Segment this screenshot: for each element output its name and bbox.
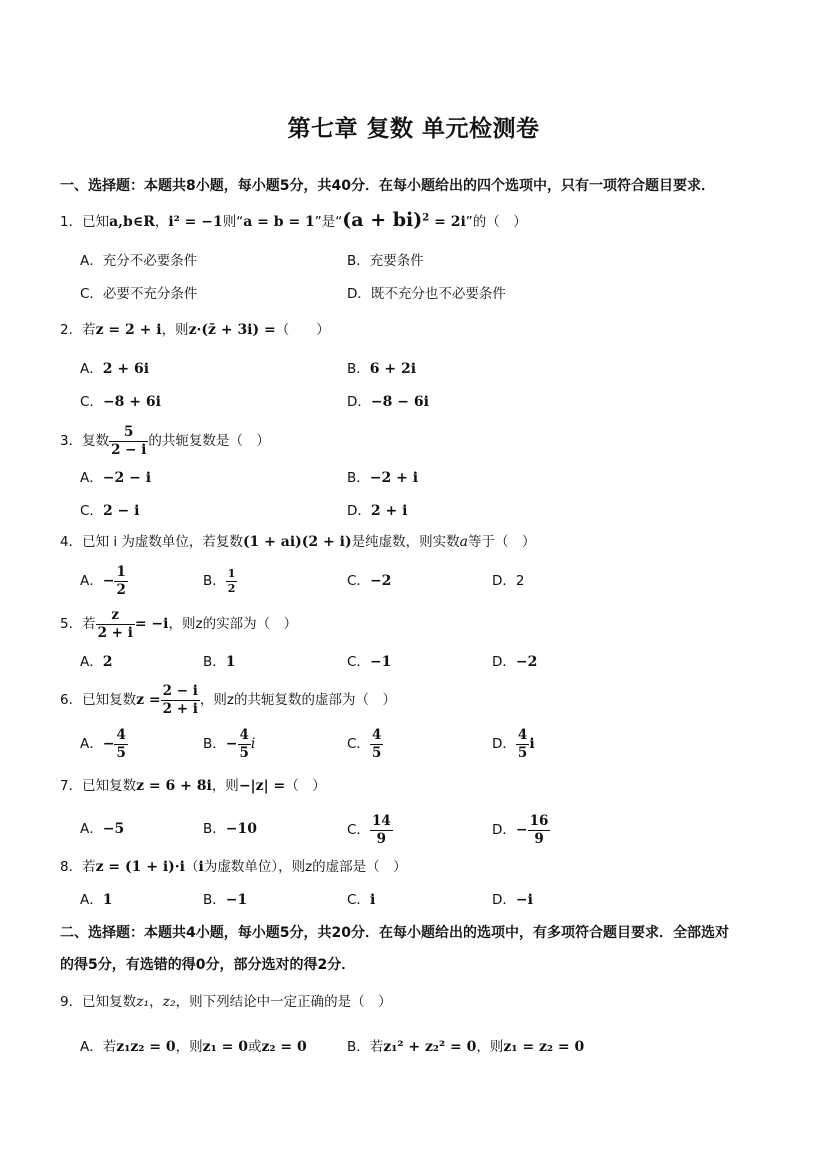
option-b	[203, 648, 236, 676]
option-label: D．	[492, 654, 516, 670]
math-expression: = −i	[134, 616, 169, 632]
fraction	[161, 684, 200, 715]
option-b	[203, 725, 255, 763]
option-label: B．	[347, 470, 370, 486]
question-8	[60, 853, 407, 881]
option-c	[347, 886, 375, 914]
fraction	[516, 728, 529, 759]
question-text: 若	[82, 616, 96, 632]
math-expression: a = b = 1	[243, 214, 315, 230]
question-number: 2．	[60, 322, 83, 338]
option-value: 2 − i	[102, 503, 140, 519]
option-c	[347, 725, 383, 763]
option-d	[347, 497, 407, 525]
question-text: 等于（ ）	[467, 534, 536, 550]
question-text: （	[185, 859, 199, 875]
question-number: 3．	[60, 433, 83, 449]
option-value: 2 + i	[370, 503, 408, 519]
fraction-denominator: 2 + i	[97, 624, 133, 641]
option-value: −2	[515, 654, 538, 670]
fraction-numerator: 16	[529, 813, 549, 830]
option-a	[80, 464, 151, 492]
option-label: D．	[347, 394, 371, 410]
question-1	[60, 208, 527, 236]
option-label: D．	[492, 822, 516, 838]
question-2	[60, 316, 330, 344]
question-number: 6．	[60, 692, 83, 708]
option-a	[80, 648, 113, 676]
fraction-numerator: z	[96, 608, 135, 624]
math-sign: −	[515, 822, 528, 838]
option-value: −i	[515, 892, 533, 908]
fraction-denominator: 2 − i	[111, 441, 147, 458]
question-5	[60, 606, 297, 642]
option-value: 1	[102, 892, 113, 908]
option-b	[203, 815, 257, 843]
math-variable: a	[459, 534, 468, 550]
option-label: B．	[347, 361, 370, 377]
math-expression: z = 6 + 8i	[136, 778, 212, 794]
question-text: 已知	[82, 214, 110, 230]
fraction-numerator: 14	[371, 813, 391, 830]
math-expression: z·(z̄ + 3i) =	[188, 322, 276, 338]
section-2-header-line-1: 二、选择题：本题共4小题，每小题5分，共20分．在每小题给出的选项中，有多项符合题目要求．全部选对	[60, 925, 729, 941]
question-text: 若	[82, 322, 96, 338]
option-a	[80, 355, 149, 383]
option-value: −2 − i	[102, 470, 152, 486]
math-expression: z₁ = 0	[202, 1039, 248, 1055]
fraction	[114, 565, 127, 596]
math-sign: −	[102, 736, 115, 752]
math-variable: z₂	[162, 994, 176, 1010]
option-label: C．	[347, 573, 370, 589]
fraction-numerator: 4	[517, 727, 528, 744]
option-value: −1	[369, 654, 392, 670]
question-number: 9．	[60, 994, 83, 1010]
option-label: D．	[347, 503, 371, 519]
fraction-numerator: 2 − i	[162, 683, 198, 700]
option-label: C．	[347, 736, 370, 752]
math-expression: z = 2 + i	[95, 322, 162, 338]
option-b	[347, 355, 416, 383]
option-value: −10	[225, 821, 257, 837]
option-value: −8 − 6i	[370, 394, 429, 410]
option-b	[347, 1033, 584, 1061]
option-label: B．	[203, 654, 226, 670]
question-number: 1．	[60, 214, 83, 230]
question-text: 若	[82, 859, 96, 875]
question-number: 5．	[60, 616, 83, 632]
fraction-denominator: 9	[534, 830, 544, 847]
fraction-numerator: 1	[227, 566, 236, 580]
option-label: C．	[80, 503, 103, 519]
math-variable: z₁	[136, 994, 150, 1010]
fraction-numerator: 4	[116, 727, 126, 744]
option-a: A．充分不必要条件	[80, 253, 198, 269]
option-c	[80, 497, 139, 525]
option-b: B．充要条件	[347, 253, 424, 269]
question-text: 为虚数单位），则z的虚部是（ ）	[203, 859, 407, 875]
option-d	[492, 811, 550, 849]
question-text: 的共轭复数是（ ）	[148, 433, 270, 449]
question-4	[60, 528, 535, 556]
question-text: （ ）	[275, 322, 330, 338]
question-text: 已知复数	[82, 994, 137, 1010]
option-value: 1	[225, 654, 236, 670]
fraction-numerator: 1	[116, 564, 126, 581]
option-label: A．	[80, 821, 103, 837]
option-value: −8 + 6i	[102, 394, 161, 410]
question-number: 7．	[60, 778, 83, 794]
question-text: ，则	[211, 778, 239, 794]
option-label: D．	[492, 736, 516, 752]
option-value: 6 + 2i	[369, 361, 417, 377]
fraction-numerator: 4	[239, 727, 249, 744]
option-label: A．	[80, 361, 103, 377]
option-label: B．	[203, 573, 226, 589]
math-variable: i	[529, 736, 535, 752]
question-text: 已知复数	[82, 778, 137, 794]
option-d	[347, 388, 429, 416]
option-c	[347, 648, 391, 676]
question-7	[60, 772, 326, 800]
option-a	[80, 815, 124, 843]
math-expression: z₁ = z₂ = 0	[503, 1039, 585, 1055]
option-label: B．	[203, 821, 226, 837]
math-expression: i² = −1	[168, 214, 223, 230]
option-b	[347, 464, 418, 492]
question-text: ，则z的共轭复数的虚部为（ ）	[199, 692, 396, 708]
option-value: i	[369, 892, 376, 908]
math-sign: −	[225, 736, 238, 752]
fraction-numerator: 4	[371, 727, 382, 744]
option-label: A．	[80, 573, 103, 589]
option-value: −2	[369, 573, 392, 589]
option-b	[203, 886, 247, 914]
page-title: 第七章 复数 单元检测卷	[287, 116, 540, 142]
option-label: C．	[347, 654, 370, 670]
fraction-numerator: 5	[109, 425, 148, 441]
section-2-header-line-2: 的得5分，有选错的得0分，部分选对的得2分．	[60, 957, 356, 973]
option-label: D．	[492, 892, 516, 908]
question-6	[60, 681, 396, 719]
math-exponent: 2	[422, 212, 430, 224]
option-value: 2 + 6i	[102, 361, 150, 377]
option-label: B．	[203, 892, 226, 908]
option-a	[80, 563, 128, 599]
option-c	[80, 388, 161, 416]
option-text: 或	[247, 1039, 262, 1055]
math-expression: (a + bi)	[342, 209, 423, 231]
option-c: C．必要不充分条件	[80, 286, 198, 302]
fraction	[370, 814, 393, 845]
option-d	[492, 648, 537, 676]
math-expression: z = (1 + i)·i	[95, 859, 186, 875]
question-text: ”是“	[314, 214, 343, 230]
option-c	[347, 567, 391, 595]
question-text: ，则	[161, 322, 189, 338]
question-text: ”的（ ）	[465, 214, 527, 230]
option-value: 2	[102, 654, 113, 670]
option-text: ，则	[476, 1039, 504, 1055]
option-d	[492, 725, 535, 763]
math-variable: i	[250, 736, 256, 752]
option-c	[347, 811, 393, 849]
option-label: A．	[80, 892, 103, 908]
fraction-denominator: 2	[116, 581, 126, 598]
option-b	[203, 563, 237, 599]
option-label: B．若	[347, 1039, 384, 1055]
math-expression: a,b∈R	[109, 214, 155, 230]
option-label: B．	[203, 736, 226, 752]
fraction-denominator: 2 + i	[162, 700, 198, 717]
question-number: 8．	[60, 859, 83, 875]
math-variable: i	[198, 859, 204, 875]
question-text: 已知 i 为虚数单位，若复数	[82, 534, 243, 550]
fraction	[114, 728, 127, 759]
math-expression: (1 + ai)(2 + i)	[242, 534, 352, 550]
option-label: A．	[80, 654, 103, 670]
question-text: ，则下列结论中一定正确的是（ ）	[175, 994, 392, 1010]
option-value: −1	[225, 892, 248, 908]
option-value: −2 + i	[369, 470, 419, 486]
math-expression: z₁² + z₂² = 0	[383, 1039, 477, 1055]
option-value: −5	[102, 821, 125, 837]
option-label: C．	[347, 892, 370, 908]
fraction	[226, 568, 238, 594]
option-d	[492, 886, 533, 914]
math-expression: = 2i	[429, 214, 466, 230]
option-label: C．	[80, 394, 103, 410]
option-d: D．既不充分也不必要条件	[347, 286, 506, 302]
question-9	[60, 988, 392, 1016]
fraction-denominator: 5	[116, 744, 126, 761]
question-text: ，	[154, 214, 169, 230]
fraction	[528, 814, 551, 845]
question-text: ，	[149, 994, 163, 1010]
fraction	[238, 728, 251, 759]
option-text: ，则	[175, 1039, 203, 1055]
option-label: A．	[80, 736, 103, 752]
section-1-header: 一、选择题：本题共8小题，每小题5分，共40分．在每小题给出的四个选项中，只有一项符合题目要求．	[60, 178, 715, 194]
math-expression: −|z| =	[238, 778, 286, 794]
option-label: A．	[80, 470, 103, 486]
fraction-denominator: 5	[239, 744, 249, 761]
question-text: 复数	[82, 433, 110, 449]
math-expression: z =	[136, 692, 161, 708]
fraction-denominator: 9	[376, 830, 387, 847]
option-d: D．2	[492, 573, 525, 589]
fraction	[96, 608, 135, 639]
option-a	[80, 886, 113, 914]
question-3	[60, 424, 270, 458]
option-a	[80, 725, 128, 763]
fraction	[109, 425, 148, 456]
question-text: 是纯虚数，则实数	[351, 534, 460, 550]
math-sign: −	[102, 573, 115, 589]
option-label: C．	[347, 822, 370, 838]
question-number: 4．	[60, 534, 83, 550]
question-text: （ ）	[285, 778, 326, 794]
question-text: ，则z的实部为（ ）	[168, 616, 298, 632]
fraction-denominator: 5	[517, 744, 528, 761]
fraction	[370, 728, 383, 759]
option-label: A．若	[80, 1039, 117, 1055]
math-expression: z₂ = 0	[261, 1039, 307, 1055]
fraction-denominator: 2	[227, 581, 236, 595]
question-text: 已知复数	[82, 692, 137, 708]
fraction-denominator: 5	[371, 744, 382, 761]
option-a	[80, 1033, 307, 1061]
question-text: 则“	[222, 214, 244, 230]
math-expression: z₁z₂ = 0	[116, 1039, 176, 1055]
